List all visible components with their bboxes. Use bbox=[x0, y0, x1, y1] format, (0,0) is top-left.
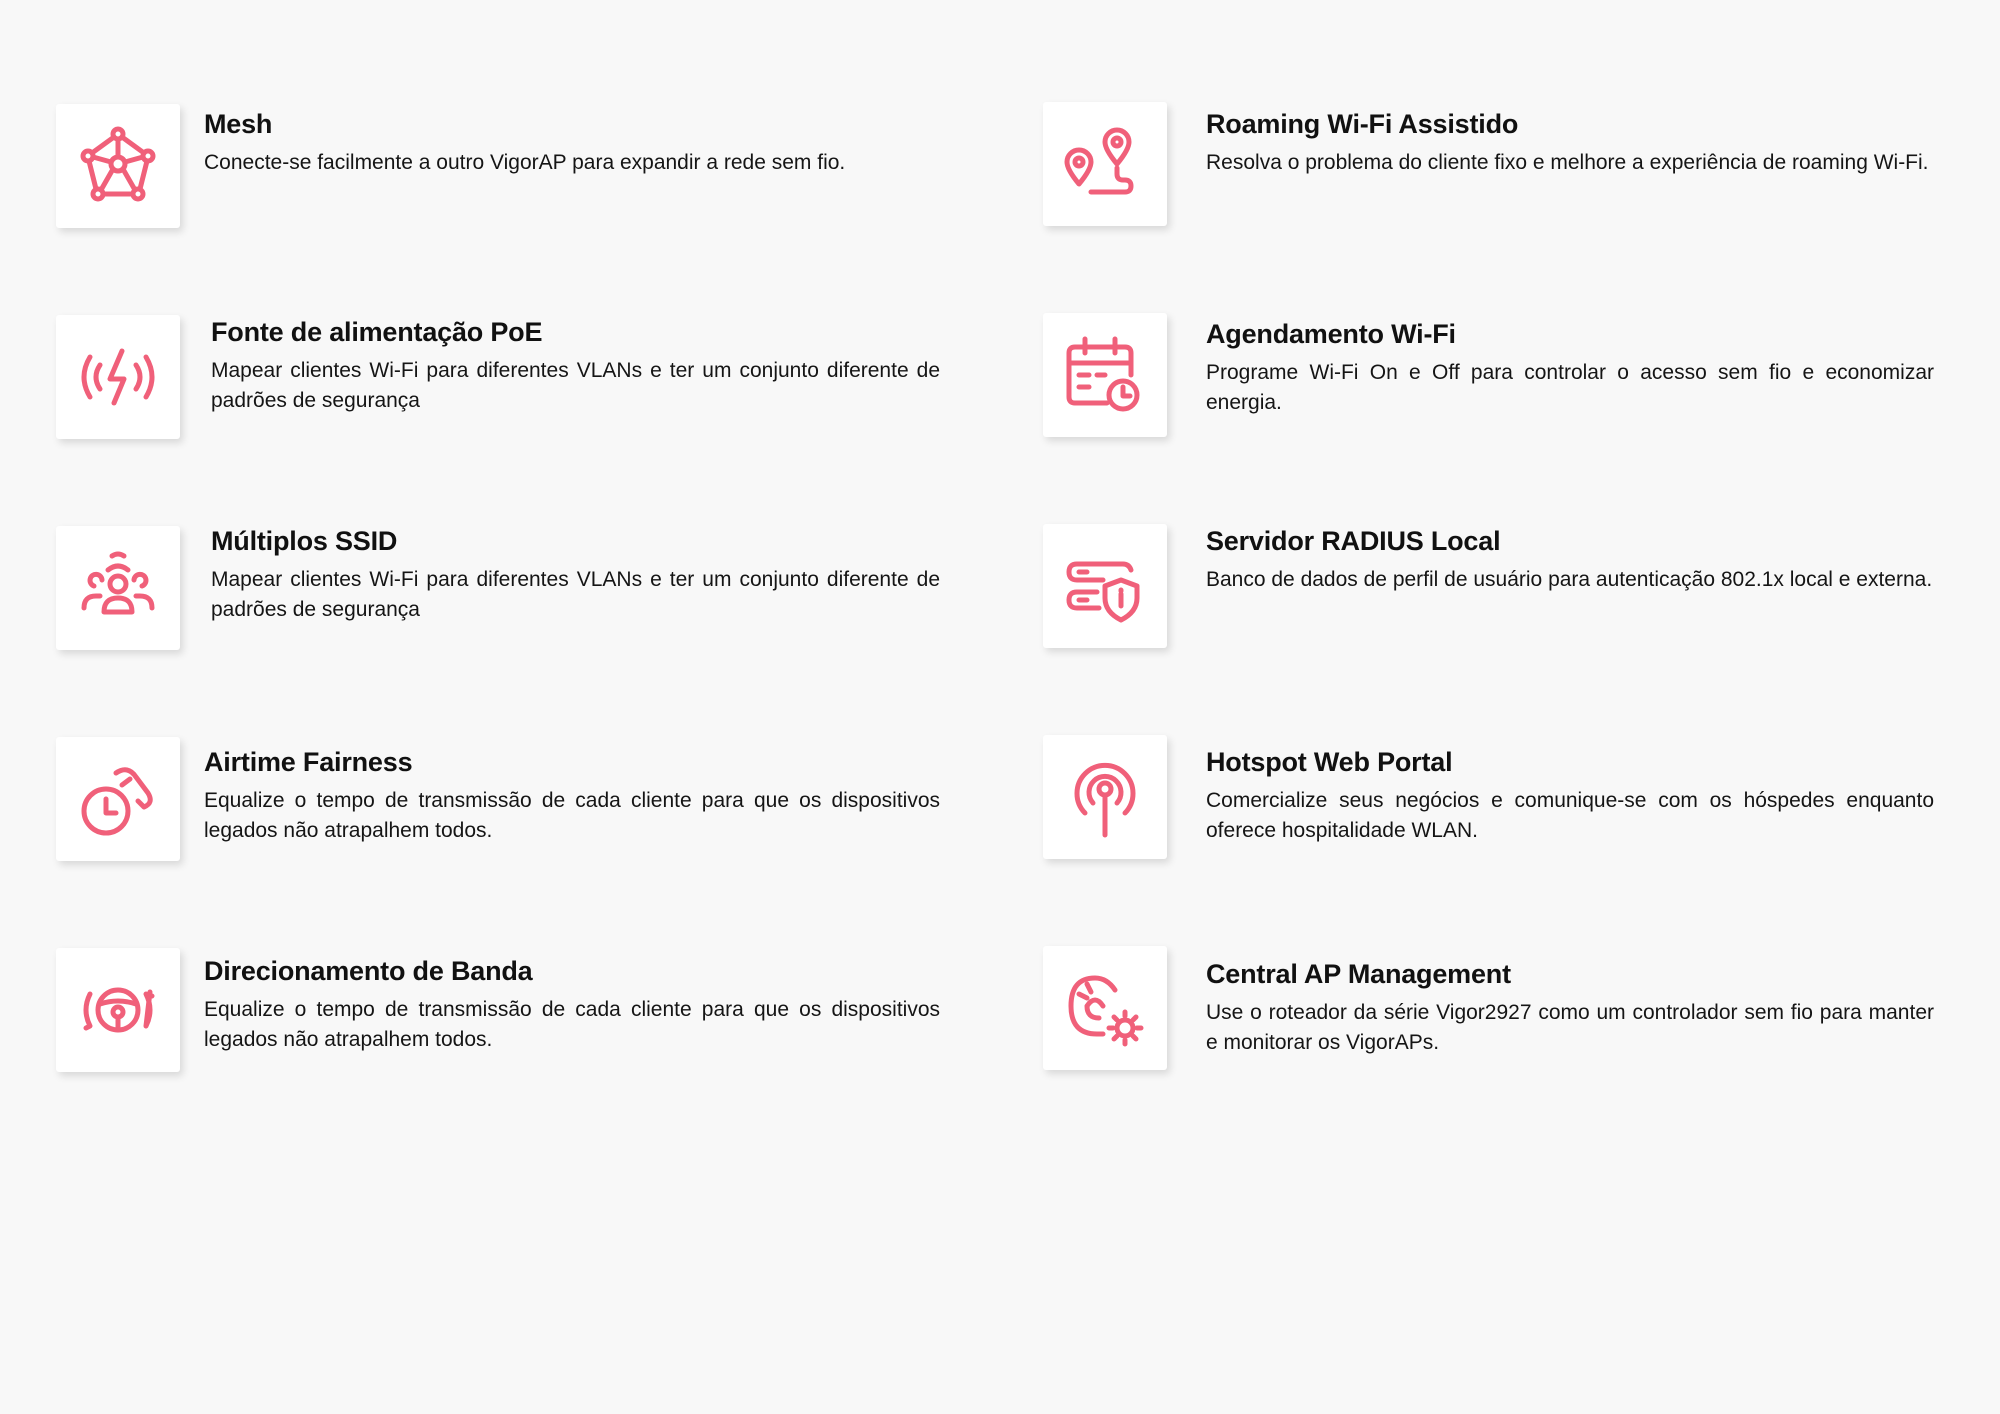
poe-icon-box bbox=[56, 315, 180, 439]
feature-title: Agendamento Wi-Fi bbox=[1206, 319, 1456, 349]
feature-title: Direcionamento de Banda bbox=[204, 956, 533, 986]
feature-description: Mapear clientes Wi-Fi para diferentes VLANs e ter um conjunto diferente de padrões de segurança bbox=[211, 359, 940, 412]
hotspot-antenna-icon bbox=[1063, 755, 1147, 839]
steering-wheel-icon bbox=[76, 968, 160, 1052]
users-signal-icon bbox=[76, 546, 160, 630]
feature-description: Mapear clientes Wi-Fi para diferentes VLANs e ter um conjunto diferente de padrões de segurança bbox=[211, 568, 940, 621]
feature-description: Conecte-se facilmente a outro VigorAP para expandir a rede sem fio. bbox=[204, 151, 846, 174]
feature-title: Servidor RADIUS Local bbox=[1206, 526, 1501, 556]
feature-description: Programe Wi-Fi On e Off para controlar o acesso sem fio e economizar energia. bbox=[1206, 361, 1934, 414]
feature-title: Mesh bbox=[204, 109, 273, 139]
feature-title: Central AP Management bbox=[1206, 959, 1511, 989]
feature-description: Comercialize seus negócios e comunique-se com os hóspedes enquanto oferece hospitalidade WLAN. bbox=[1206, 789, 1934, 842]
feature-description: Resolva o problema do cliente fixo e melhore a experiência de roaming Wi-Fi. bbox=[1206, 151, 1929, 174]
mesh-icon-box bbox=[56, 104, 180, 228]
feature-title: Hotspot Web Portal bbox=[1206, 747, 1453, 777]
airtime-icon-box bbox=[56, 737, 180, 861]
radius-icon-box bbox=[1043, 524, 1167, 648]
hotspot-icon-box bbox=[1043, 735, 1167, 859]
server-shield-icon bbox=[1063, 544, 1147, 628]
mesh-network-icon bbox=[76, 124, 160, 208]
feature-description: Equalize o tempo de transmissão de cada cliente para que os dispositivos legados não atrapalhem todos. bbox=[204, 998, 940, 1051]
feature-description: Use o roteador da série Vigor2927 como um controlador sem fio para manter e monitorar os VigorAPs. bbox=[1206, 1001, 1934, 1054]
feature-title: Múltiplos SSID bbox=[211, 526, 398, 556]
roaming-icon-box bbox=[1043, 102, 1167, 226]
feature-title: Roaming Wi-Fi Assistido bbox=[1206, 109, 1519, 139]
magnet-gear-icon bbox=[1063, 966, 1147, 1050]
feature-title: Fonte de alimentação PoE bbox=[211, 317, 543, 347]
scheduling-icon-box bbox=[1043, 313, 1167, 437]
central-ap-icon-box bbox=[1043, 946, 1167, 1070]
band-steering-icon-box bbox=[56, 948, 180, 1072]
multi-ssid-icon-box bbox=[56, 526, 180, 650]
calendar-clock-icon bbox=[1063, 333, 1147, 417]
feature-title: Airtime Fairness bbox=[204, 747, 413, 777]
feature-description: Banco de dados de perfil de usuário para autenticação 802.1x local e externa. bbox=[1206, 568, 1933, 591]
route-pins-icon bbox=[1063, 122, 1147, 206]
power-wave-icon bbox=[76, 335, 160, 419]
stopwatch-signal-icon bbox=[76, 757, 160, 841]
feature-description: Equalize o tempo de transmissão de cada cliente para que os dispositivos legados não atrapalhem todos. bbox=[204, 789, 940, 842]
